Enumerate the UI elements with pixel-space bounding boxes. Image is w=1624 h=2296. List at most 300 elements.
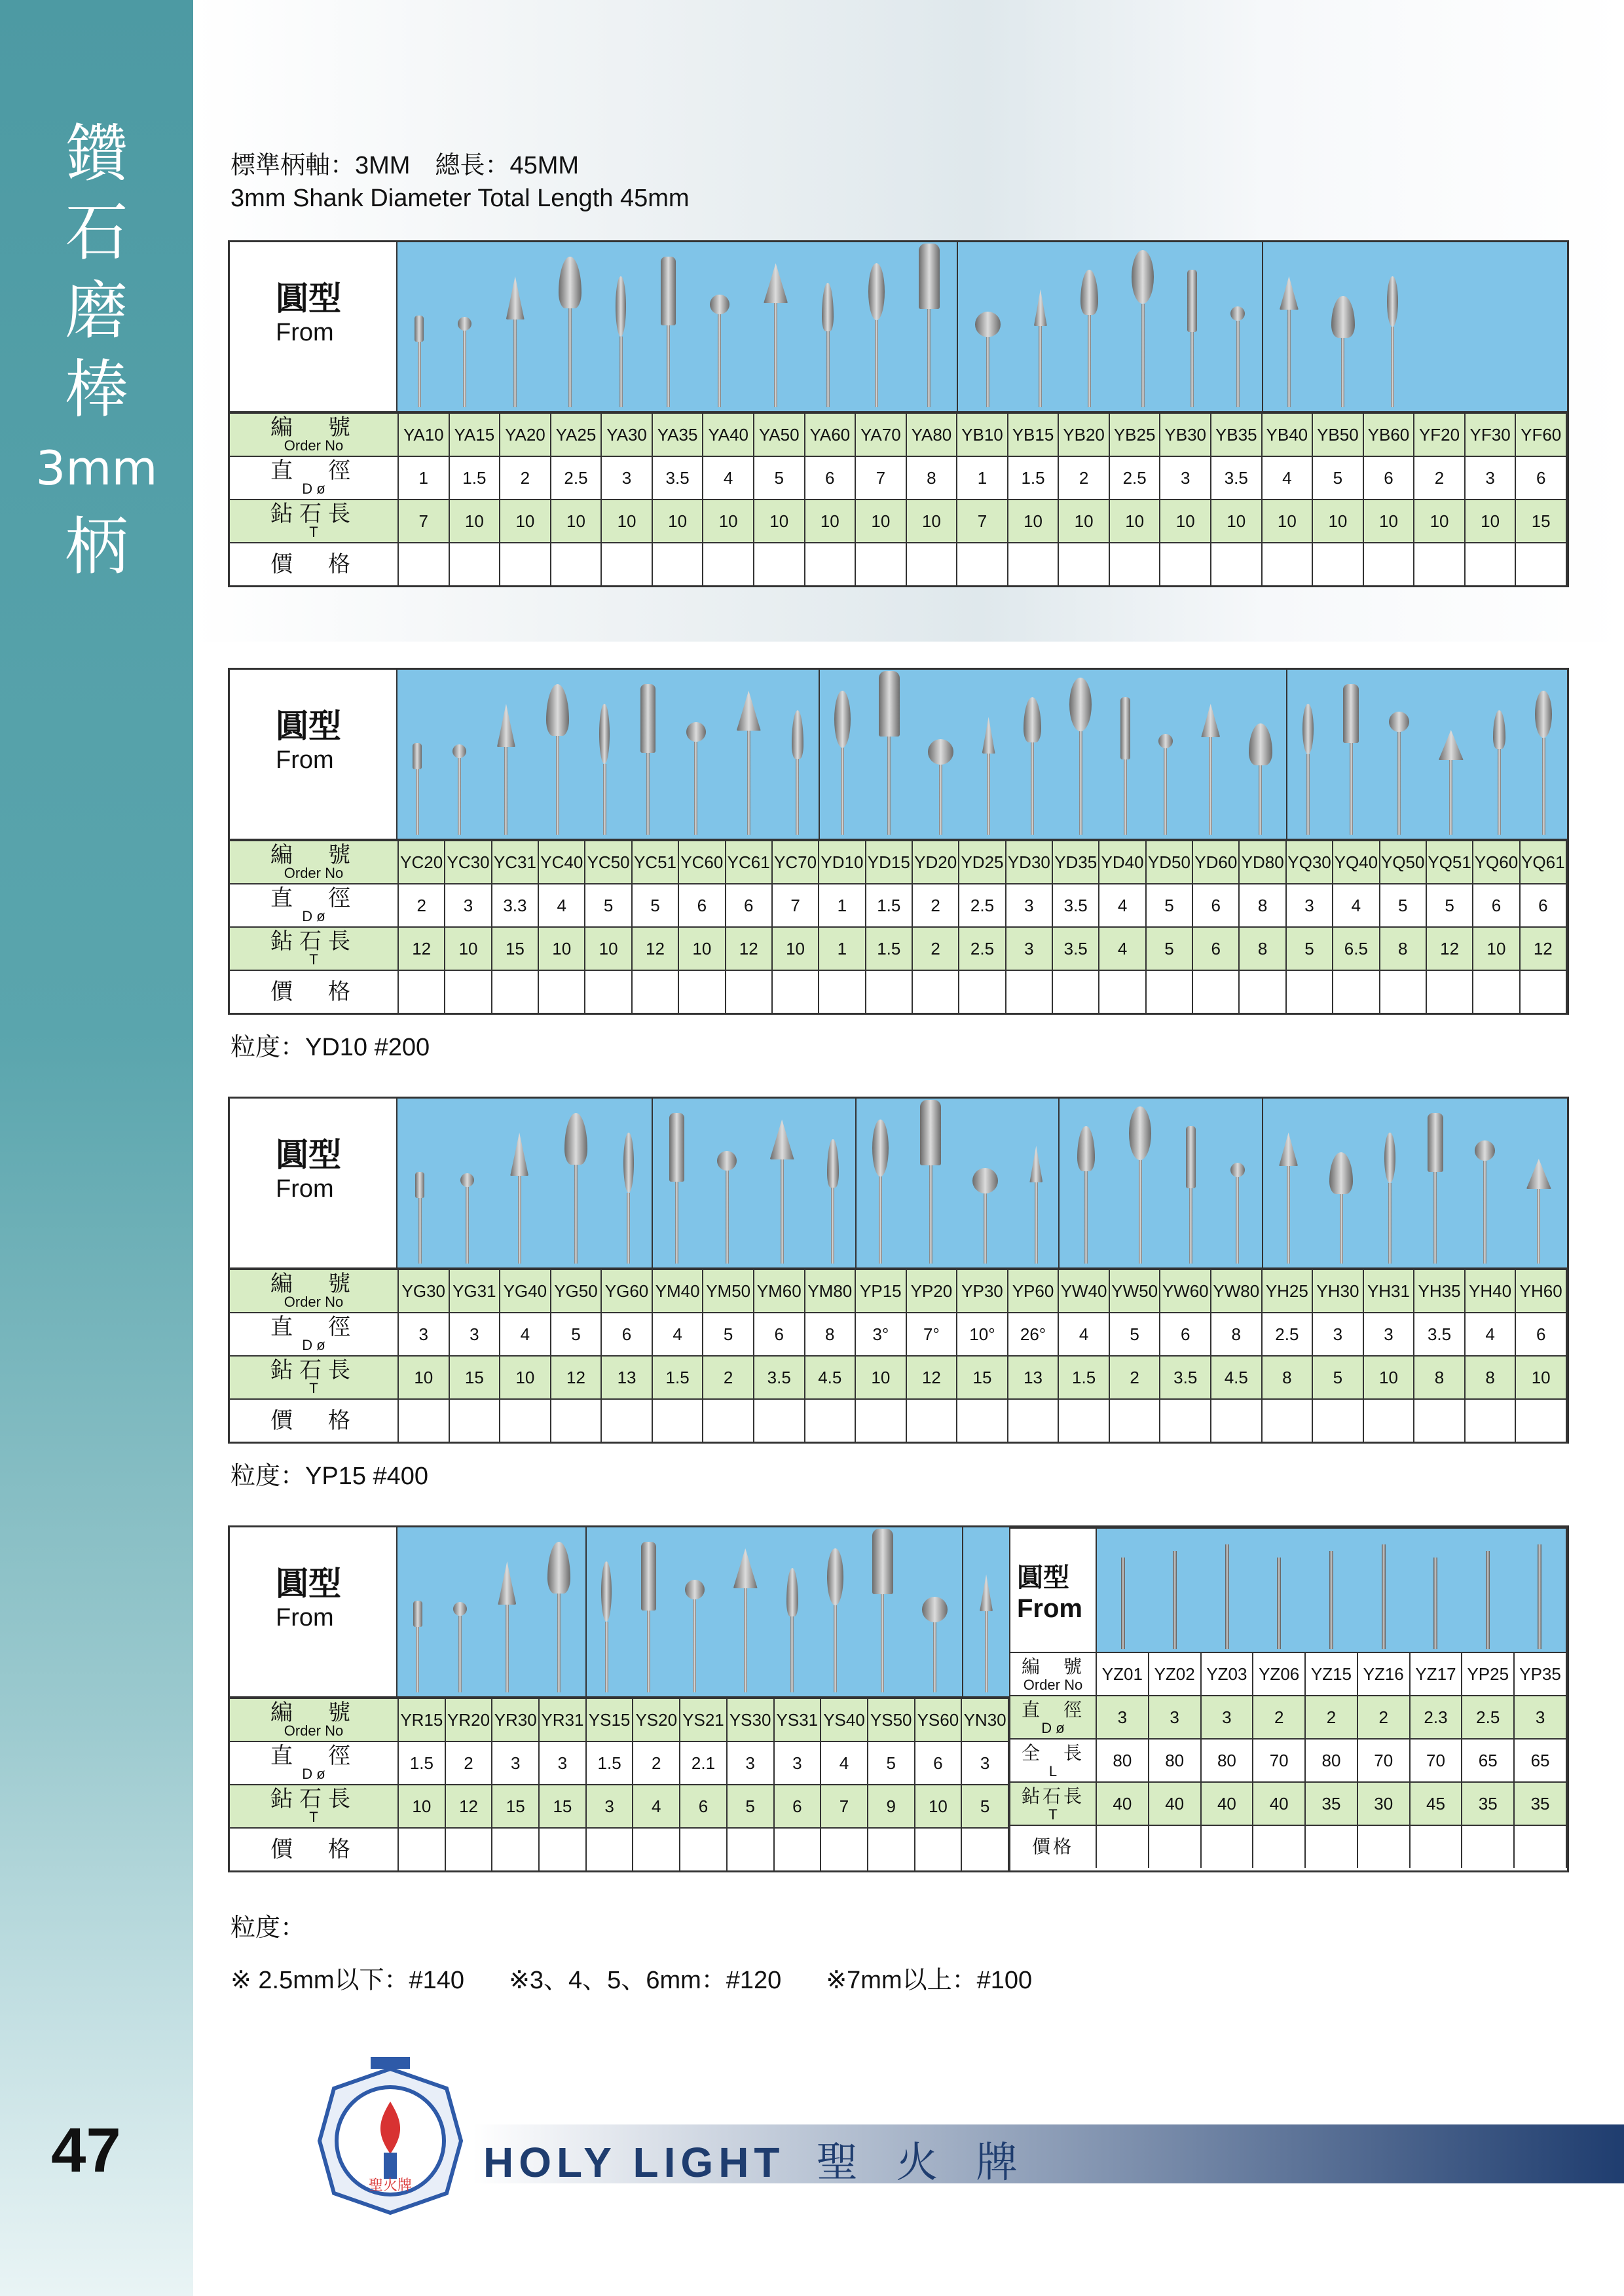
diamond-length-cell: 10 <box>398 1785 445 1828</box>
diamond-length-cell: 10 <box>445 927 491 970</box>
burr-image <box>506 276 525 407</box>
order-no-cell: YM80 <box>805 1269 856 1313</box>
burr-image <box>497 704 515 835</box>
burr-image <box>919 244 940 407</box>
diameter-cell: 5 <box>1109 1313 1160 1356</box>
price-cell <box>601 543 652 585</box>
diameter-cell: 5 <box>551 1313 602 1356</box>
yz-order-no-label-zh: 編 號 <box>1021 1656 1084 1677</box>
diamond-length-cell: 3.5 <box>754 1356 805 1399</box>
burr-image <box>872 1120 889 1264</box>
burr-image <box>640 684 655 835</box>
diameter-row <box>230 1741 1008 1785</box>
grit-note-3b: ※7mm以上：#100 <box>826 1967 1033 1994</box>
yz-order-no-label <box>1010 1652 1096 1696</box>
yz-diameter-label <box>1010 1696 1096 1739</box>
burr-image <box>415 316 424 407</box>
needle-burr-image <box>1173 1551 1177 1649</box>
price-cell <box>1109 543 1160 585</box>
diameter-cell: 2 <box>1058 456 1109 500</box>
price-cell <box>1333 970 1379 1013</box>
yz-diameter-cell: 2 <box>1253 1696 1305 1739</box>
order-no-cell: YA15 <box>449 413 500 456</box>
diamond-length-cell: 15 <box>492 1785 539 1828</box>
price-cell <box>500 1399 551 1442</box>
diamond-length-label-en: T <box>309 1380 318 1396</box>
price-cell <box>754 1399 805 1442</box>
yz-order-no-cell: YP25 <box>1462 1652 1514 1696</box>
diamond-length-cell: 12 <box>551 1356 602 1399</box>
price-cell <box>821 1828 868 1870</box>
order-no-cell: YQ61 <box>1520 841 1566 884</box>
diamond-length-cell: 12 <box>398 927 445 970</box>
price-cell <box>1262 543 1313 585</box>
burr-image <box>686 722 706 835</box>
price-cell <box>772 970 819 1013</box>
needle-burr-image <box>1486 1551 1490 1649</box>
burr-image <box>834 691 851 835</box>
order-no-cell: YS31 <box>774 1698 821 1741</box>
yz-diamond-length-cell: 40 <box>1149 1782 1201 1825</box>
burr-image <box>920 1100 941 1264</box>
diamond-length-cell: 10 <box>398 1356 449 1399</box>
burr-image <box>717 1151 737 1264</box>
diameter-cell: 3 <box>727 1741 774 1785</box>
title-char: 棒 <box>65 353 128 426</box>
yz-diameter-cell: 2 <box>1357 1696 1410 1739</box>
diameter-label <box>230 884 398 927</box>
diamond-length-cell: 10 <box>500 500 551 543</box>
diameter-cell: 1.5 <box>398 1741 445 1785</box>
price-cell <box>1160 543 1211 585</box>
diamond-length-cell: 10 <box>703 500 754 543</box>
price-cell <box>680 1828 727 1870</box>
diamond-length-cell: 10 <box>1312 500 1363 543</box>
spec-line-1: 標準柄軸：3MM 總長：45MM <box>231 152 580 179</box>
price-cell <box>1262 1399 1313 1442</box>
diameter-cell: 5 <box>1380 884 1426 927</box>
diamond-length-cell: 4.5 <box>805 1356 856 1399</box>
shape-label <box>230 1527 397 1696</box>
order-no-cell: YH60 <box>1515 1269 1566 1313</box>
diamond-length-cell: 2 <box>703 1356 754 1399</box>
logo-text: 聖火牌 <box>368 2178 413 2194</box>
diamond-length-cell: 5 <box>1286 927 1333 970</box>
price-cell <box>652 1399 703 1442</box>
yz-diamond-length-cell: 35 <box>1305 1782 1357 1825</box>
order-no-label <box>230 841 398 884</box>
price-cell <box>805 543 856 585</box>
order-no-row <box>230 1269 1566 1313</box>
burr-image <box>601 1561 612 1692</box>
price-cell <box>398 543 449 585</box>
price-cell <box>1008 543 1059 585</box>
diameter-cell: 8 <box>1239 884 1285 927</box>
diamond-length-cell: 15 <box>492 927 538 970</box>
diamond-length-cell: 5 <box>1312 1356 1363 1399</box>
order-no-cell: YH35 <box>1414 1269 1465 1313</box>
price-cell <box>398 1828 445 1870</box>
diamond-length-cell: 7 <box>398 500 449 543</box>
product-table-2 <box>228 668 1569 1015</box>
price-row <box>230 1828 1008 1870</box>
spec-line-2: 3mm Shank Diameter Total Length 45mm <box>231 185 690 212</box>
order-no-label <box>230 1269 398 1313</box>
order-no-cell: YH25 <box>1262 1269 1313 1313</box>
order-no-cell: YS21 <box>680 1698 727 1741</box>
order-no-label-zh: 編 號 <box>270 843 357 867</box>
burr-image <box>975 312 1001 407</box>
diamond-length-cell: 10 <box>449 500 500 543</box>
burr-image <box>872 1529 893 1692</box>
price-cell <box>1109 1399 1160 1442</box>
diameter-cell: 3 <box>1363 1313 1414 1356</box>
order-no-cell: YB15 <box>1008 413 1059 456</box>
order-no-cell: YP30 <box>957 1269 1008 1313</box>
order-no-cell: YF60 <box>1515 413 1566 456</box>
order-no-cell: YQ30 <box>1286 841 1333 884</box>
price-row <box>230 543 1566 585</box>
yz-diamond-length-cell: 30 <box>1357 1782 1410 1825</box>
diamond-length-cell: 10 <box>585 927 631 970</box>
title-char: 磨 <box>65 274 128 348</box>
yz-price-cell <box>1201 1825 1253 1868</box>
price-cell <box>774 1828 821 1870</box>
diamond-length-cell: 6 <box>774 1785 821 1828</box>
price-cell <box>1058 543 1109 585</box>
price-cell <box>726 970 772 1013</box>
order-no-label <box>230 1698 398 1741</box>
diamond-length-label-en: T <box>309 951 318 968</box>
burr-image <box>786 1568 798 1692</box>
yz-diamond-length-cell: 40 <box>1253 1782 1305 1825</box>
order-no-cell: YA35 <box>652 413 703 456</box>
diameter-cell: 6 <box>678 884 725 927</box>
order-no-cell: YC40 <box>538 841 585 884</box>
diameter-cell: 5 <box>754 456 805 500</box>
burr-image <box>1024 697 1041 835</box>
diameter-cell: 5 <box>1146 884 1192 927</box>
yz-total-length-cell: 80 <box>1305 1739 1357 1782</box>
yz-price-cell <box>1253 1825 1305 1868</box>
order-no-cell: YA50 <box>754 413 805 456</box>
shape-label-zh: 圓型 <box>276 708 341 744</box>
order-no-label-en: Order No <box>284 1294 344 1310</box>
price-cell <box>445 970 491 1013</box>
price-cell <box>1160 1399 1211 1442</box>
burr-image <box>685 1580 705 1692</box>
burr-image <box>822 283 834 407</box>
burr-image <box>641 1542 656 1692</box>
diameter-cell: 6 <box>805 456 856 500</box>
diamond-length-label <box>230 1356 398 1399</box>
product-group <box>1286 670 1567 839</box>
image-area <box>397 670 1567 839</box>
price-cell <box>1008 1399 1059 1442</box>
burr-image <box>1077 1126 1095 1264</box>
yz-diameter-label-en: D ø <box>1041 1720 1065 1736</box>
diameter-cell: 5 <box>1312 456 1363 500</box>
diameter-cell: 2 <box>500 456 551 500</box>
burr-image <box>460 1173 474 1264</box>
price-cell <box>1363 1399 1414 1442</box>
price-cell <box>703 543 754 585</box>
order-no-cell: YR31 <box>539 1698 586 1741</box>
yz-diameter-cell: 2.5 <box>1462 1696 1514 1739</box>
diamond-length-cell: 7 <box>957 500 1008 543</box>
shape-label-zh: 圓型 <box>276 1137 341 1173</box>
yz-price-label-zh: 價格 <box>1031 1836 1074 1857</box>
order-no-cell: YB10 <box>957 413 1008 456</box>
diamond-length-cell: 5 <box>961 1785 1008 1828</box>
price-cell <box>1465 1399 1516 1442</box>
price-cell <box>551 543 602 585</box>
burr-image <box>980 1575 993 1692</box>
burr-image <box>564 1113 587 1264</box>
price-cell <box>1192 970 1239 1013</box>
diameter-row <box>230 1313 1566 1356</box>
diamond-length-cell: 9 <box>868 1785 915 1828</box>
product-group <box>1262 242 1414 411</box>
diameter-cell: 6 <box>915 1741 962 1785</box>
diameter-cell: 5 <box>585 884 631 927</box>
product-group <box>962 1527 1009 1696</box>
order-no-cell: YA30 <box>601 413 652 456</box>
burr-image <box>1428 1113 1443 1264</box>
yz-diamond-length-label <box>1010 1782 1096 1825</box>
order-no-cell: YS50 <box>868 1698 915 1741</box>
product-table-4 <box>228 1525 1569 1872</box>
price-label-zh: 價 格 <box>270 1408 357 1433</box>
burr-image <box>1280 276 1299 407</box>
burr-image <box>1187 270 1197 407</box>
diamond-length-cell: 3.5 <box>1160 1356 1211 1399</box>
yz-diameter-cell: 3 <box>1201 1696 1253 1739</box>
diamond-length-cell: 10 <box>1109 500 1160 543</box>
price-cell <box>1006 970 1052 1013</box>
yz-total-length-cell: 80 <box>1149 1739 1201 1782</box>
yz-order-no-row <box>1010 1652 1566 1696</box>
needle-burr-image <box>1433 1558 1437 1649</box>
price-cell <box>538 970 585 1013</box>
burr-image <box>1120 697 1130 835</box>
yz-diamond-length-row <box>1010 1782 1566 1825</box>
image-area <box>397 242 1567 411</box>
price-cell <box>1380 970 1426 1013</box>
product-table-1 <box>228 240 1569 587</box>
yz-order-no-cell: YZ02 <box>1149 1652 1201 1696</box>
diamond-length-cell: 10 <box>805 500 856 543</box>
diamond-length-cell: 10 <box>915 1785 962 1828</box>
price-cell <box>1211 543 1262 585</box>
diameter-cell: 7 <box>772 884 819 927</box>
burr-image <box>827 1139 839 1264</box>
yz-total-length-cell: 80 <box>1201 1739 1253 1782</box>
diamond-length-cell: 13 <box>601 1356 652 1399</box>
diameter-label-zh: 直 徑 <box>270 1743 357 1768</box>
title-char: 柄 <box>65 510 128 583</box>
burr-image <box>1343 684 1359 835</box>
diameter-cell: 4 <box>538 884 585 927</box>
order-no-cell: YD30 <box>1006 841 1052 884</box>
price-cell <box>652 543 703 585</box>
diamond-length-cell: 4 <box>633 1785 680 1828</box>
product-group <box>855 1099 1059 1267</box>
price-cell <box>1099 970 1145 1013</box>
order-no-cell: YC51 <box>632 841 678 884</box>
yz-price-cell <box>1149 1825 1201 1868</box>
diamond-length-cell: 3.5 <box>1052 927 1099 970</box>
diamond-length-cell: 10 <box>1160 500 1211 543</box>
diameter-cell: 10° <box>957 1313 1008 1356</box>
diamond-length-cell: 12 <box>1426 927 1473 970</box>
burr-image <box>827 1548 843 1692</box>
yz-price-cell <box>1096 1825 1149 1868</box>
product-group <box>585 1527 962 1696</box>
order-no-row <box>230 841 1566 884</box>
diameter-cell: 3.3 <box>492 884 538 927</box>
price-label-zh: 價 格 <box>270 979 357 1004</box>
yz-total-length-label-zh: 全 長 <box>1021 1743 1084 1763</box>
order-no-cell: YB30 <box>1160 413 1211 456</box>
sidebar <box>0 0 193 2296</box>
yz-shape-label <box>1010 1528 1096 1652</box>
price-cell <box>1515 1399 1566 1442</box>
yz-total-length-cell: 65 <box>1462 1739 1514 1782</box>
order-no-label-zh: 編 號 <box>270 1271 357 1296</box>
diamond-length-row <box>230 500 1566 543</box>
order-no-cell: YR30 <box>492 1698 539 1741</box>
price-cell <box>961 1828 1008 1870</box>
diameter-cell: 4 <box>1465 1313 1516 1356</box>
diamond-length-cell: 8 <box>1465 1356 1516 1399</box>
order-no-cell: YD40 <box>1099 841 1145 884</box>
diameter-label <box>230 456 398 500</box>
order-no-cell: YQ50 <box>1380 841 1426 884</box>
product-group <box>652 1099 855 1267</box>
burr-image <box>1132 250 1154 407</box>
diameter-label-en: D ø <box>302 481 325 497</box>
order-no-cell: YC60 <box>678 841 725 884</box>
needle-burr-image <box>1329 1551 1333 1649</box>
image-row <box>230 1527 1009 1698</box>
yz-diameter-cell: 2.3 <box>1410 1696 1462 1739</box>
diamond-length-label-zh: 鉆石長 <box>270 929 357 954</box>
diameter-cell: 1 <box>957 456 1008 500</box>
yz-diameter-label-zh: 直 徑 <box>1021 1700 1084 1720</box>
product-table-3 <box>228 1097 1569 1444</box>
diameter-cell: 3.5 <box>1211 456 1262 500</box>
price-cell <box>957 543 1008 585</box>
price-cell <box>1239 970 1285 1013</box>
vertical-title <box>0 115 193 586</box>
yz-price-cell <box>1462 1825 1514 1868</box>
order-no-cell: YA40 <box>703 413 754 456</box>
diamond-length-cell: 5 <box>1146 927 1192 970</box>
burr-image <box>1201 704 1220 835</box>
burr-image <box>1475 1140 1495 1264</box>
diameter-cell: 2 <box>912 884 959 927</box>
price-cell <box>551 1399 602 1442</box>
title-char: 3mm <box>35 441 158 496</box>
order-no-cell: YN30 <box>961 1698 1008 1741</box>
order-no-cell: YS60 <box>915 1698 962 1741</box>
needle-burr-image <box>1538 1544 1541 1649</box>
burr-image <box>1186 1126 1196 1264</box>
burr-image <box>1080 270 1098 407</box>
brand-name <box>483 2129 1031 2189</box>
price-cell <box>539 1828 586 1870</box>
diameter-row <box>230 456 1566 500</box>
yz-price-label <box>1010 1825 1096 1868</box>
yz-order-no-cell: YZ06 <box>1253 1652 1305 1696</box>
diamond-length-label-zh: 鉆石長 <box>270 1358 357 1383</box>
burr-image <box>1029 1146 1043 1264</box>
order-no-cell: YW40 <box>1058 1269 1109 1313</box>
order-no-cell: YM50 <box>703 1269 754 1313</box>
yz-total-length-label-en: L <box>1048 1763 1058 1779</box>
yz-order-no-label-en: Order No <box>1023 1677 1083 1693</box>
price-cell <box>1312 1399 1363 1442</box>
burr-image <box>452 744 466 835</box>
yz-diamond-length-cell: 35 <box>1462 1782 1514 1825</box>
order-no-cell: YQ40 <box>1333 841 1379 884</box>
diamond-length-cell: 6 <box>680 1785 727 1828</box>
yz-diamond-length-cell: 45 <box>1410 1782 1462 1825</box>
price-cell <box>912 970 959 1013</box>
diameter-cell: 3 <box>445 884 491 927</box>
yz-order-no-cell: YZ16 <box>1357 1652 1410 1696</box>
order-no-cell: YC61 <box>726 841 772 884</box>
price-cell <box>398 970 445 1013</box>
price-cell <box>1363 543 1414 585</box>
price-cell <box>1058 1399 1109 1442</box>
burr-image <box>1230 1163 1245 1264</box>
price-cell <box>703 1399 754 1442</box>
diamond-length-label-en: T <box>309 1809 318 1825</box>
spec-text <box>231 149 690 215</box>
order-no-cell: YS15 <box>586 1698 633 1741</box>
diameter-cell: 26° <box>1008 1313 1059 1356</box>
diameter-cell: 1.5 <box>866 884 912 927</box>
price-cell <box>1520 970 1566 1013</box>
diamond-length-cell: 12 <box>1520 927 1566 970</box>
order-no-cell: YP60 <box>1008 1269 1059 1313</box>
order-no-label-en: Order No <box>284 1722 344 1739</box>
diamond-length-cell: 2 <box>1109 1356 1160 1399</box>
diamond-length-cell: 15 <box>539 1785 586 1828</box>
diameter-cell: 1 <box>819 884 865 927</box>
diameter-cell: 8 <box>805 1313 856 1356</box>
diameter-cell: 6 <box>1363 456 1414 500</box>
yz-total-length-cell: 70 <box>1253 1739 1305 1782</box>
diameter-cell: 3 <box>398 1313 449 1356</box>
diameter-cell: 8 <box>906 456 957 500</box>
product-group <box>397 1527 585 1696</box>
yz-shape-zh: 圓型 <box>1017 1563 1069 1592</box>
order-no-row <box>230 1698 1008 1741</box>
diameter-cell: 1.5 <box>1008 456 1059 500</box>
price-cell <box>449 1399 500 1442</box>
order-no-cell: YP15 <box>855 1269 906 1313</box>
image-area <box>397 1099 1567 1267</box>
yz-order-no-cell: YZ17 <box>1410 1652 1462 1696</box>
price-cell <box>855 1399 906 1442</box>
price-cell <box>1312 543 1363 585</box>
order-no-cell: YS20 <box>633 1698 680 1741</box>
diamond-length-cell: 15 <box>1515 500 1566 543</box>
order-no-cell: YP20 <box>906 1269 957 1313</box>
